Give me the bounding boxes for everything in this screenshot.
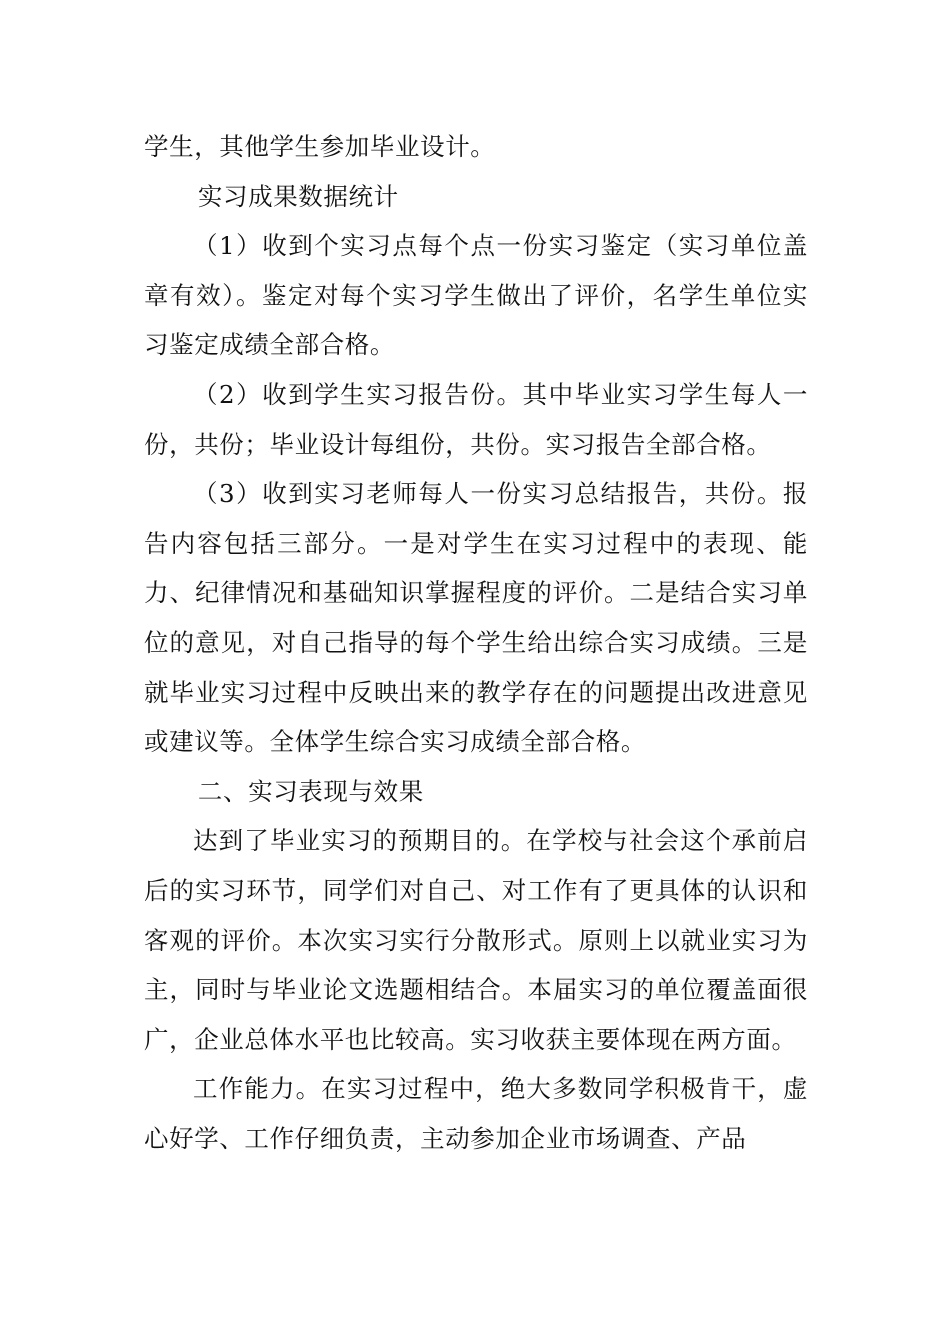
document-body [144,122,808,1163]
paragraph-continuation: 学生，其他学生参加毕业设计。 [144,132,496,161]
paragraph-item-3: （3）收到实习老师每人一份实习总结报告，共份。报告内容包括三部分。一是对学生在实习过程中的表现、能力、纪律情况和基础知识掌握程度的评价。二是结合实习单位的意见，对自己指导的每个学生给出综合实习成绩。三是就毕业实习过程中反映出来的教学存在的问题提出改进意见或建议等。全体学生综合实习成绩全部合格。 [144,479,808,757]
paragraph-work-ability: 工作能力。在实习过程中，绝大多数同学积极肯干，虚心好学、工作仔细负责，主动参加企业市场调查、产品 [144,1074,808,1153]
paragraph-performance: 达到了毕业实习的预期目的。在学校与社会这个承前启后的实习环节，同学们对自己、对工作有了更具体的认识和客观的评价。本次实习实行分散形式。原则上以就业实习为主，同时与毕业论文选题相结合。本届实习的单位覆盖面很广，企业总体水平也比较高。实习收获主要体现在两方面。 [144,826,808,1054]
paragraph-item-2: （2）收到学生实习报告份。其中毕业实习学生每人一份，共份；毕业设计每组份，共份。实习报告全部合格。 [144,379,808,459]
section-heading-statistics: 实习成果数据统计 [197,181,399,211]
section-heading-performance: 二、实习表现与效果 [197,776,424,806]
paragraph-item-1: （1）收到个实习点每个点一份实习鉴定（实习单位盖章有效）。鉴定对每个实习学生做出了评价，名学生单位实习鉴定成绩全部合格。 [144,231,808,360]
